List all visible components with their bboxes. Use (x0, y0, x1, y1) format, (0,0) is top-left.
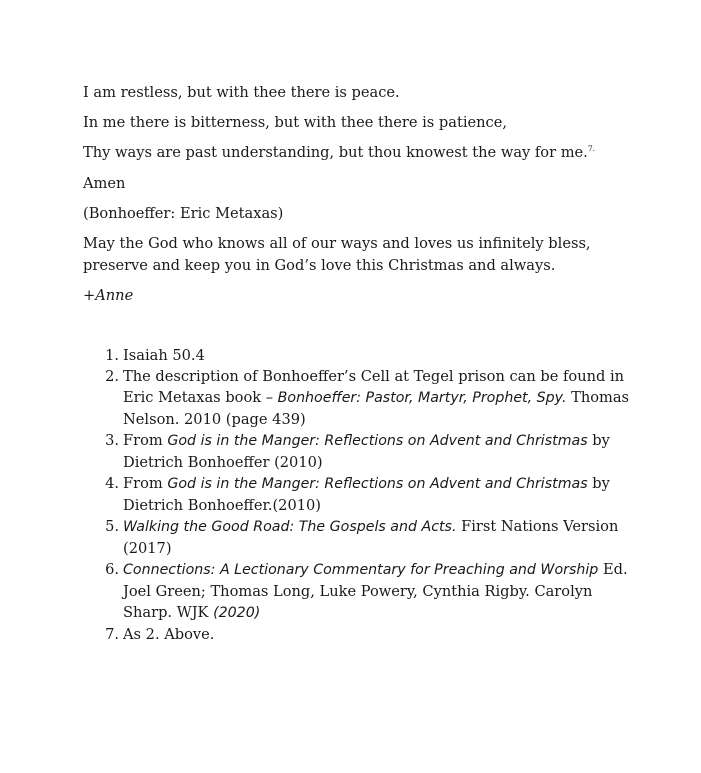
book-title: God is in the Manger: Reflections on Advent and Christmas (167, 433, 588, 449)
footnote-text (123, 516, 641, 559)
footnote-prefix: The description of Bonhoeffer’s Cell at Tegel prison can be found in Eric Metaxas book – (123, 368, 625, 406)
footnote-text (123, 559, 641, 624)
poem-line-3 (83, 142, 595, 164)
footnote-number: 4. (105, 475, 119, 492)
footnote-number: 7. (105, 626, 119, 643)
publication-year: (2020) (213, 605, 261, 621)
attribution-line: (Bonhoeffer: Eric Metaxas) (83, 205, 284, 222)
footnote-item-2 (101, 366, 641, 430)
footnote-number: 3. (105, 432, 119, 449)
footnote-item-5 (101, 516, 641, 559)
footnote-item-6 (101, 559, 641, 624)
footnote-text (123, 366, 641, 430)
footnote-prefix: From (123, 475, 168, 492)
footnote-prefix: From (123, 432, 168, 449)
footnote-suffix: by Dietrich Bonhoeffer (2010) (123, 432, 610, 471)
footnote-text: As 2. Above. (123, 626, 215, 643)
footnote-item-1 (101, 345, 641, 366)
signature: +Anne (83, 287, 134, 304)
footnotes-list (101, 345, 641, 645)
book-title: Walking the Good Road: The Gospels and Acts. (123, 519, 457, 535)
footnote-suffix: Ed. Joel Green; Thomas Long, Luke Powery, Cynthia Rigby. Carolyn Sharp. WJK (123, 561, 628, 621)
footnote-number: 6. (105, 561, 119, 578)
footnote-suffix: Thomas Nelson. 2010 (page 439) (123, 389, 630, 428)
amen-line: Amen (83, 175, 126, 192)
footnote-suffix: First Nations Version (2017) (123, 518, 619, 557)
book-title: Connections: A Lectionary Commentary for Preaching and Worship (123, 562, 599, 578)
footnote-number: 5. (105, 518, 119, 535)
footnote-item-4 (101, 473, 641, 516)
footnote-text (123, 430, 641, 473)
footnote-number: 1. (105, 347, 119, 364)
footnote-reference-7: 7. (587, 144, 595, 154)
footnote-text: Isaiah 50.4 (123, 347, 205, 364)
footnote-text (123, 473, 641, 516)
blessing-line-2: preserve and keep you in God’s love this Christmas and always. (83, 257, 556, 274)
poem-line-3-text: Thy ways are past understanding, but thou knowest the way for me. (83, 144, 588, 161)
book-title: God is in the Manger: Reflections on Advent and Christmas (167, 476, 588, 492)
blessing-line-1: May the God who knows all of our ways and loves us infinitely bless, (83, 235, 591, 252)
poem-line-1: I am restless, but with thee there is peace. (83, 84, 400, 101)
footnote-suffix: by Dietrich Bonhoeffer.(2010) (123, 475, 610, 514)
footnote-item-7 (101, 624, 641, 645)
footnote-item-3 (101, 430, 641, 473)
poem-line-2: In me there is bitterness, but with thee there is patience, (83, 114, 507, 131)
footnote-number: 2. (105, 368, 119, 385)
book-title: Bonhoeffer: Pastor, Martyr, Prophet, Spy. (277, 390, 567, 406)
